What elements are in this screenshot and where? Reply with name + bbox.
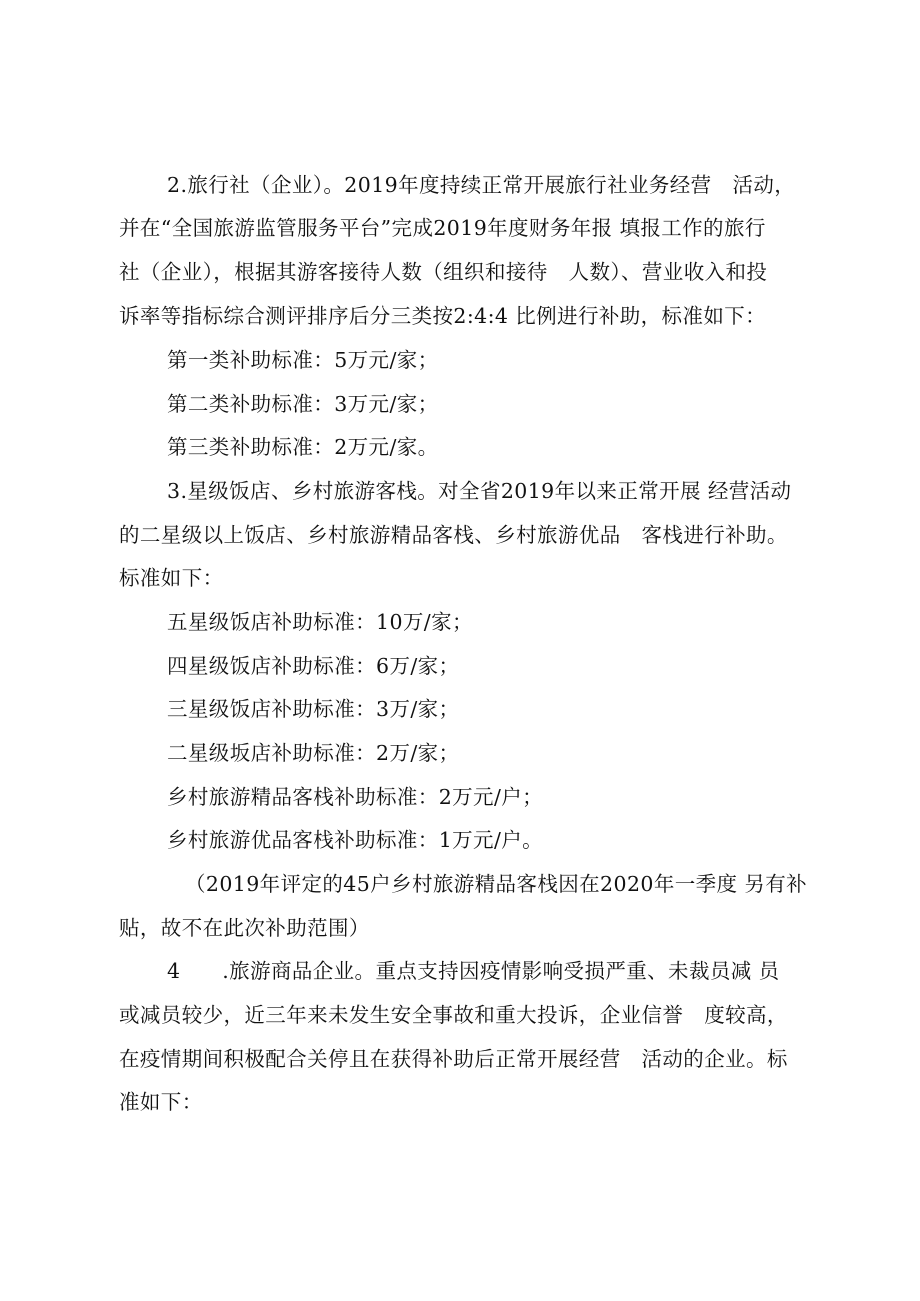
paragraph-tourism-goods-line-4: 准如下： [119,1090,203,1114]
inn-standard-premium: 乡村旅游精品客栈补助标准：2万元/户； [167,785,544,809]
paragraph-hotels-line-1: 3.星级饭店、乡村旅游客栈。对全省2019年以来正常开展 经营活动 [167,479,792,503]
note-line-2: 贴，故不在此次补助范围） [119,916,370,940]
category-standard-2: 第二类补助标准：3万元/家； [167,392,439,416]
paragraph-travel-agency-line-2: 并在“全国旅游监管服务平台”完成2019年度财务年报 填报工作的旅行 [119,216,766,240]
paragraph-travel-agency-line-3: 社（企业），根据其游客接待人数（组织和接待 人数）、营业收入和投 [119,260,768,284]
inn-standard-quality: 乡村旅游优品客栈补助标准：1万元/户。 [167,828,544,852]
category-standard-1: 第一类补助标准：5万元/家； [167,348,439,372]
hotel-standard-five-star: 五星级饭店补助标准：10万/家； [167,610,473,634]
paragraph-tourism-goods-line-3: 在疫情期间积极配合关停且在获得补助后正常开展经营 活动的企业。标 [119,1047,788,1071]
hotel-standard-four-star: 四星级饭店补助标准：6万/家； [167,654,460,678]
hotel-standard-three-star: 三星级饭店补助标准：3万/家； [167,697,460,721]
category-standard-3: 第三类补助标准：2万元/家。 [167,435,439,459]
paragraph-hotels-line-3: 标准如下： [119,566,224,590]
hotel-standard-two-star: 二星级坂店补助标准：2万/家； [167,741,460,765]
paragraph-tourism-goods-line-1: 4 .旅游商品企业。重点支持因疫情影响受损严重、未裁员减 员 [167,959,780,983]
note-line-1: （2019年评定的45户乡村旅游精品客栈因在2020年一季度 另有补 [185,872,808,896]
paragraph-tourism-goods-line-2: 或减员较少，近三年来未发生安全事故和重大投诉，企业信誉 度较高， [119,1003,788,1027]
paragraph-hotels-line-2: 的二星级以上饭店、乡村旅游精品客栈、乡村旅游优品 客栈进行补助。 [119,523,788,547]
paragraph-travel-agency-line-4: 诉率等指标综合测评排序后分三类按2:4:4 比例进行补助，标准如下： [119,304,767,328]
paragraph-travel-agency-line-1: 2.旅行社（企业）。2019年度持续正常开展旅行社业务经营 活动， [167,173,796,197]
